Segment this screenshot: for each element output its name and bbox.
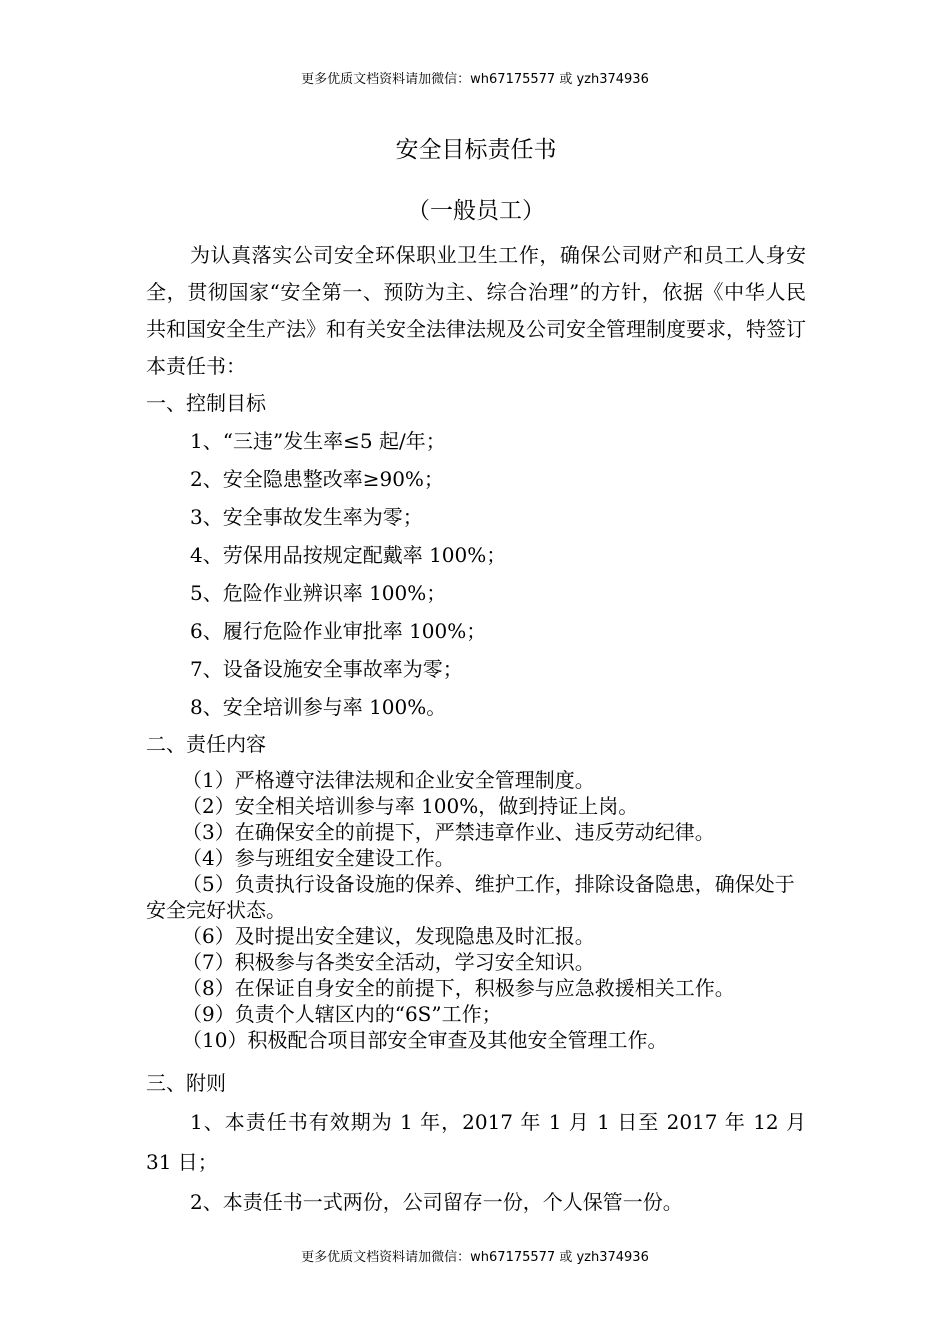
- intro-paragraph: 为认真落实公司安全环保职业卫生工作，确保公司财产和员工人身安全，贯彻国家“安全第一、预防为主、综合治理”的方针，依据《中华人民共和国安全生产法》和有关安全法律法规及公司安全管理制度要求，特签订本责任书：: [146, 243, 806, 378]
- document-body: [146, 132, 806, 1222]
- section-heading-appendix: 三、附则: [146, 1071, 226, 1095]
- section-heading-duties: 二、责任内容: [146, 732, 266, 756]
- duty-item: （10）积极配合项目部安全审查及其他安全管理工作。: [182, 1028, 668, 1052]
- duty-item: （5）负责执行设备设施的保养、维护工作，排除设备隐患，确保处于安全完好状态。: [146, 872, 795, 922]
- duty-item: （6）及时提出安全建议，发现隐患及时汇报。: [182, 924, 595, 948]
- duty-list: [146, 767, 806, 1053]
- footer-note: 更多优质文档资料请加微信：wh67175577 或 yzh374936: [301, 1250, 649, 1265]
- duty-item: （8）在保证自身安全的前提下，积极参与应急救援相关工作。: [182, 976, 735, 1000]
- duty-item: （2）安全相关培训参与率 100%，做到持证上岗。: [182, 794, 639, 818]
- duty-item: （4）参与班组安全建设工作。: [182, 846, 455, 870]
- appendix-item: 2、本责任书一式两份，公司留存一份，个人保管一份。: [190, 1190, 683, 1214]
- goal-item: 2、安全隐患整改率≥90%；: [190, 467, 444, 491]
- appendix-list: [146, 1102, 806, 1222]
- goal-list: [146, 422, 806, 726]
- goal-item: 5、危险作业辨识率 100%；: [190, 581, 447, 605]
- duty-item: （1）严格遵守法律法规和企业安全管理制度。: [182, 768, 595, 792]
- appendix-item: 1、本责任书有效期为 1 年，2017 年 1 月 1 日至 2017 年 12 月 31 日；: [146, 1110, 806, 1174]
- duty-item: （9）负责个人辖区内的“6S”工作；: [182, 1002, 502, 1026]
- goal-item: 3、安全事故发生率为零；: [190, 505, 423, 529]
- section-heading-goals: 一、控制目标: [146, 391, 266, 415]
- goal-item: 7、设备设施安全事故率为零；: [190, 657, 463, 681]
- goal-item: 6、履行危险作业审批率 100%；: [190, 619, 487, 643]
- goal-item: 4、劳保用品按规定配戴率 100%；: [190, 543, 507, 567]
- document-subtitle: （一般员工）: [407, 198, 545, 224]
- goal-item: 1、“三违”发生率≤5 起/年；: [190, 429, 446, 453]
- goal-item: 8、安全培训参与率 100%。: [190, 695, 447, 719]
- header-note: 更多优质文档资料请加微信：wh67175577 或 yzh374936: [301, 72, 649, 87]
- duty-item: （7）积极参与各类安全活动，学习安全知识。: [182, 950, 595, 974]
- duty-item: （3）在确保安全的前提下，严禁违章作业、违反劳动纪律。: [182, 820, 715, 844]
- document-title: 安全目标责任书: [395, 137, 557, 163]
